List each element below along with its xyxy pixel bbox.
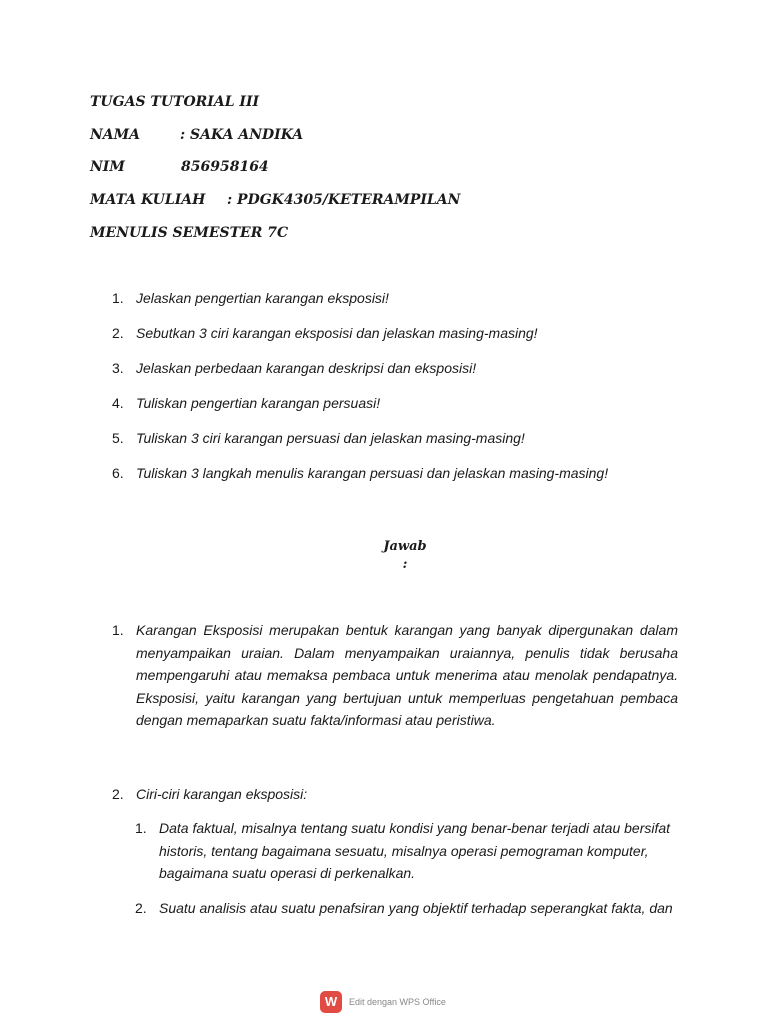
answer-text: Ciri-ciri karangan eksposisi: (136, 786, 308, 802)
nim-value: 856958164 (181, 159, 269, 175)
question-text: Sebutkan 3 ciri karangan eksposisi dan jelaskan masing-masing! (136, 325, 538, 341)
question-text: Tuliskan pengertian karangan persuasi! (136, 395, 381, 411)
nama-value: : SAKA ANDIKA (180, 127, 304, 143)
nama-row (90, 126, 303, 144)
answer-number: 1. (112, 622, 124, 638)
question-number: 2. (112, 325, 124, 341)
question-item (112, 430, 712, 465)
question-number: 6. (112, 465, 124, 481)
question-item (112, 325, 712, 360)
answer-heading (300, 538, 510, 574)
wps-edit-link[interactable] (320, 991, 446, 1013)
question-item (112, 465, 712, 500)
answer-number: 2. (112, 786, 124, 802)
sub-answer-number: 1. (135, 820, 147, 836)
question-number: 4. (112, 395, 124, 411)
nama-label: NAMA (90, 127, 141, 143)
answer-text: Karangan Eksposisi merupakan bentuk karangan yang banyak dipergunakan dalam menyampaikan uraian. Dalam menyampaikan uraiannya, penulis tidak berusaha mempengaruhi atau memaksa pembaca untuk menerima atau menolak pendapatnya. Eksposisi, yaitu karangan yang bertujuan untuk memperluas pengetahuan pembaca dengan memaparkan suatu fakta/informasi atau peristiwa. (136, 622, 678, 728)
question-text: Tuliskan 3 langkah menulis karangan persuasi dan jelaskan masing-masing! (136, 465, 609, 481)
nim-row (90, 158, 269, 176)
matkul-continuation: MENULIS SEMESTER 7C (90, 225, 289, 241)
answer-heading-colon: : (402, 557, 408, 572)
question-number: 3. (112, 360, 124, 376)
sub-answer-text: Suatu analisis atau suatu penafsiran yang objektif terhadap seperangkat fakta, dan (159, 900, 673, 916)
question-item (112, 290, 712, 325)
question-list (112, 290, 712, 500)
wps-edit-label: Edit dengan WPS Office (349, 997, 446, 1007)
matkul-value: : PDGK4305/KETERAMPILAN (227, 192, 461, 208)
question-text: Jelaskan pengertian karangan eksposisi! (136, 290, 389, 306)
sub-answer-item (135, 897, 675, 920)
sub-answer-item (135, 817, 675, 885)
nim-label: NIM (90, 159, 125, 175)
question-text: Jelaskan perbedaan karangan deskripsi dan eksposisi! (136, 360, 477, 376)
sub-answer-text: Data faktual, misalnya tentang suatu kondisi yang benar-benar terjadi atau bersifat historis, tentang bagaimana sesuatu, misalnya operasi pemograman komputer, bagaimana suatu operasi di perkenalkan. (159, 820, 671, 881)
sub-answer-number: 2. (135, 900, 147, 916)
question-number: 5. (112, 430, 124, 446)
matkul-row (90, 191, 460, 209)
doc-title: TUGAS TUTORIAL III (90, 94, 260, 110)
answer-item (112, 619, 678, 732)
question-item (112, 360, 712, 395)
question-item (112, 395, 712, 430)
question-number: 1. (112, 290, 124, 306)
wps-office-icon: W (320, 991, 342, 1013)
matkul-label: MATA KULIAH (90, 192, 206, 208)
question-text: Tuliskan 3 ciri karangan persuasi dan jelaskan masing-masing! (136, 430, 525, 446)
answer-item (112, 783, 678, 806)
answer-heading-label: Jawab (383, 539, 427, 554)
